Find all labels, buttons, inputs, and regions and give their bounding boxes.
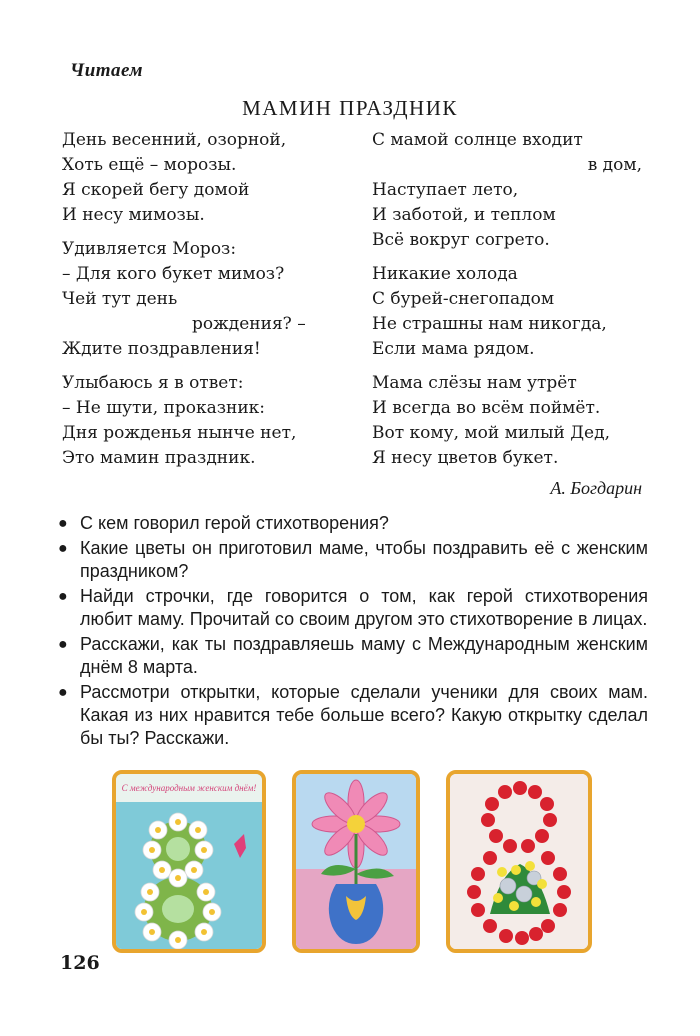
poem-line: Удивляется Мороз: xyxy=(62,239,237,259)
flower-vase-illustration xyxy=(296,774,416,949)
stanza xyxy=(62,128,342,228)
greeting-cards xyxy=(112,770,592,955)
question-text: С кем говорил герой стихотворения? xyxy=(80,513,389,533)
stanza xyxy=(372,262,642,362)
poem-line: Вот кому, мой милый Дед, xyxy=(372,423,610,443)
poem-line: И несу мимозы. xyxy=(62,205,205,225)
stanza xyxy=(62,237,342,362)
question-text: Найди строчки, где говорится о том, как герой стихотворения любит маму. Прочитай со своим другом это стихотворение в лицах. xyxy=(80,586,648,629)
question-item xyxy=(58,633,648,679)
poem-line: рождения? – xyxy=(192,314,306,334)
question-item xyxy=(58,512,648,535)
poem-line: Не страшны нам никогда, xyxy=(372,314,607,334)
question-item xyxy=(58,585,648,631)
poem-line: Наступает лето, xyxy=(372,180,519,200)
poem-line: Всё вокруг согрето. xyxy=(372,230,550,250)
red-eight-illustration xyxy=(450,774,588,949)
poem-line: С бурей-снегопадом xyxy=(372,289,555,309)
page-number: 126 xyxy=(60,952,100,974)
question-text: Рассмотри открытки, которые сделали ученики для своих мам. Какая из них нравится тебе больше всего? Какую открытку сделал бы ты? Расскажи. xyxy=(80,682,648,748)
poem-line: Мама слёзы нам утрёт xyxy=(372,373,577,393)
bullet-icon: ● xyxy=(58,588,68,605)
poem-line: Улыбаюсь я в ответ: xyxy=(62,373,244,393)
poem-author: А. Богдарин xyxy=(550,478,642,498)
poem-line: День весенний, озорной, xyxy=(62,130,287,150)
poem-line: Я несу цветов букет. xyxy=(372,448,559,468)
poem-right-column xyxy=(372,128,642,480)
bullet-icon: ● xyxy=(58,636,68,653)
question-list xyxy=(58,512,648,752)
poem-line: – Не шути, проказник: xyxy=(62,398,266,418)
stanza xyxy=(372,371,642,471)
greeting-card-red-eight xyxy=(446,770,592,953)
poem-line: Ждите поздравления! xyxy=(62,339,261,359)
poem-line: И всегда во всём поймёт. xyxy=(372,398,601,418)
bullet-icon: ● xyxy=(58,684,68,701)
poem-line: – Для кого букет мимоз? xyxy=(62,264,285,284)
poem-line: Хоть ещё – морозы. xyxy=(62,155,237,175)
poem-line: И заботой, и теплом xyxy=(372,205,556,225)
section-label: Читаем xyxy=(70,60,144,81)
bullet-icon: ● xyxy=(58,515,68,532)
poem-left-column xyxy=(62,128,342,480)
poem-line: Никакие холода xyxy=(372,264,518,284)
card-caption: С международным женским днём! xyxy=(121,783,257,793)
poem-line: в дом, xyxy=(587,155,642,175)
poem-line: Чей тут день xyxy=(62,289,178,309)
stanza xyxy=(372,128,642,253)
bullet-icon: ● xyxy=(58,540,68,557)
daisy-eight-illustration xyxy=(116,774,262,949)
poem-line: Дня рожденья нынче нет, xyxy=(62,423,297,443)
question-item xyxy=(58,681,648,750)
poem-line: Это мамин праздник. xyxy=(62,448,256,468)
poem-line: Если мама рядом. xyxy=(372,339,535,359)
greeting-card-flower-vase xyxy=(292,770,420,953)
greeting-card-daisy-eight xyxy=(112,770,266,953)
poem-line: С мамой солнце входит xyxy=(372,130,583,150)
question-text: Расскажи, как ты поздравляешь маму с Международным женским днём 8 марта. xyxy=(80,634,648,677)
poem-line: Я скорей бегу домой xyxy=(62,180,250,200)
poem-title: МАМИН ПРАЗДНИК xyxy=(242,96,458,120)
stanza xyxy=(62,371,342,471)
question-item xyxy=(58,537,648,583)
question-text: Какие цветы он приготовил маме, чтобы поздравить её с женским праздником? xyxy=(80,538,648,581)
